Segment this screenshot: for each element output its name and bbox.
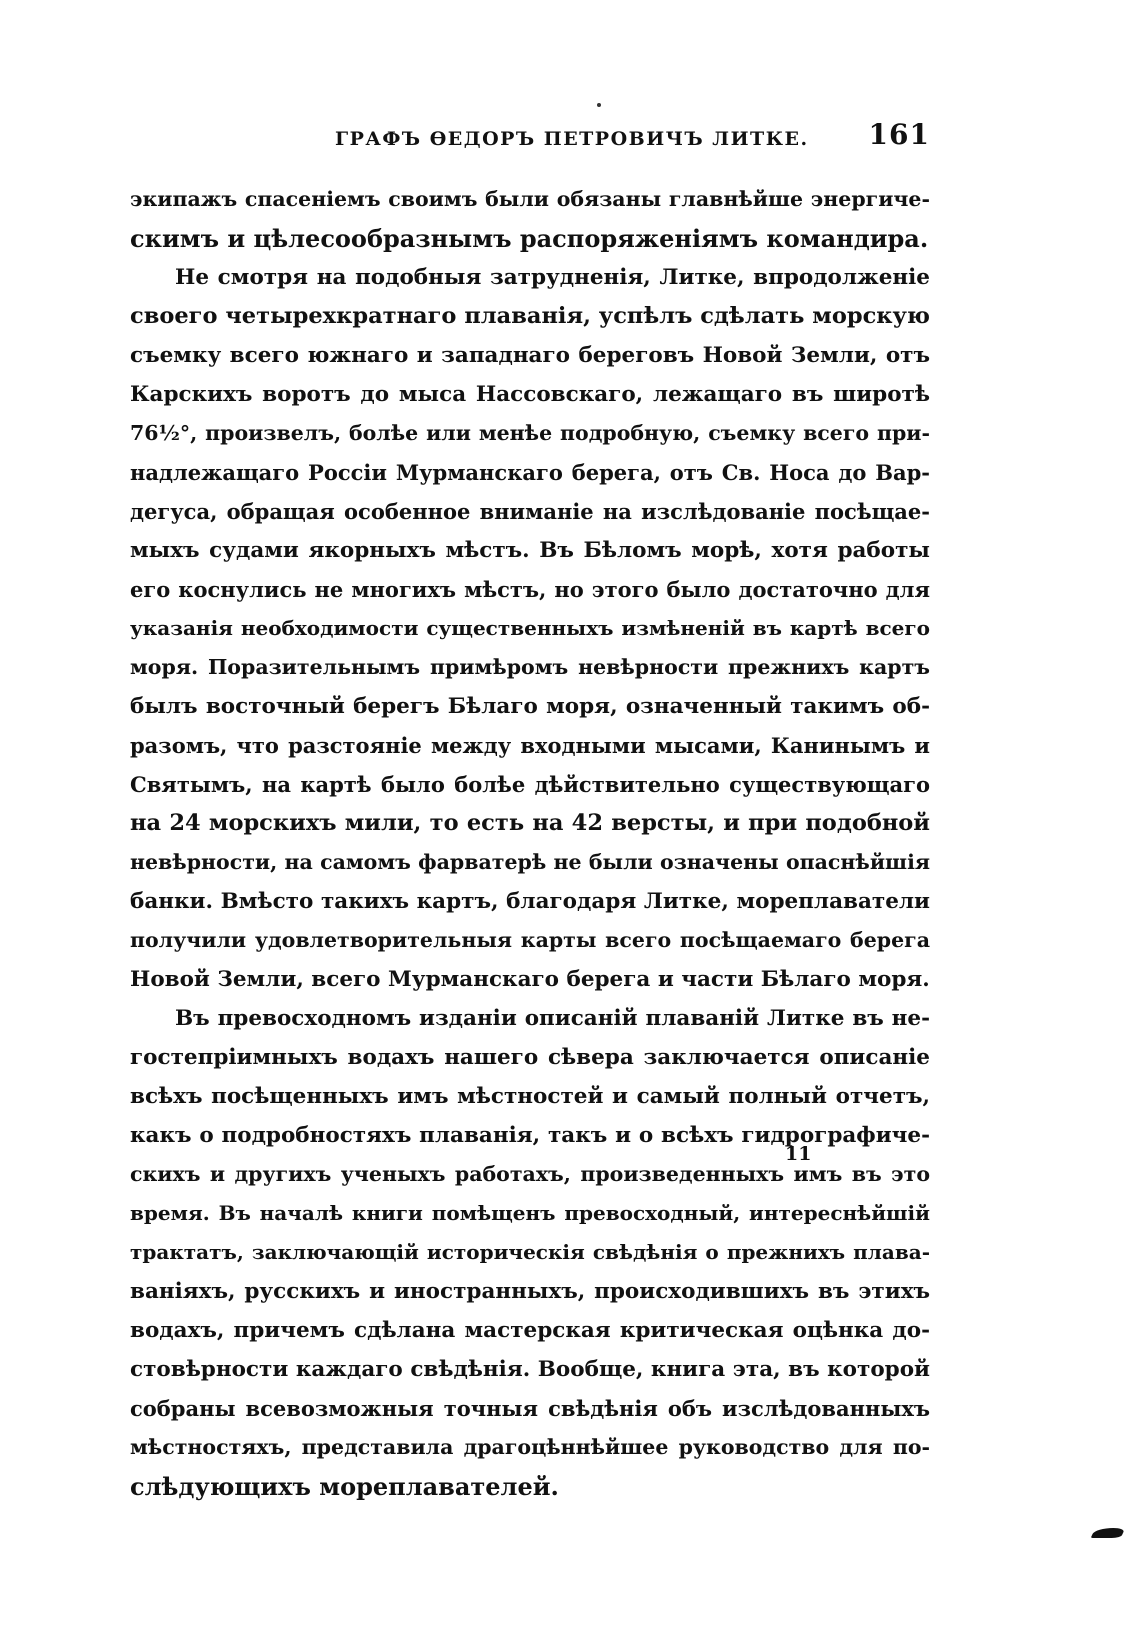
text-line: мыхъ судами якорныхъ мѣстъ. Въ Бѣломъ морѣ, хотя работы: [130, 538, 930, 563]
page-number: 161: [868, 118, 930, 151]
text-line: экипажъ спасеніемъ своимъ были обязаны главнѣйше энергиче-: [130, 187, 930, 211]
text-line: банки. Вмѣсто такихъ картъ, благодаря Литке, мореплаватели: [130, 889, 930, 914]
text-line: 76½°, произвелъ, болѣе или менѣе подробную, съемку всего при-: [130, 421, 930, 445]
text-line: всѣхъ посѣщенныхъ имъ мѣстностей и самый полный отчетъ,: [130, 1084, 930, 1109]
text-line: какъ о подробностяхъ плаванія, такъ и о всѣхъ гидрографиче-: [130, 1123, 930, 1148]
text-line: водахъ, причемъ сдѣлана мастерская критическая оцѣнка до-: [130, 1318, 930, 1343]
text-line: его коснулись не многихъ мѣстъ, но этого было достаточно для: [130, 577, 930, 602]
text-line: надлежащаго Россіи Мурманскаго берега, отъ Св. Носа до Вар-: [130, 460, 930, 485]
text-line: былъ восточный берегъ Бѣлаго моря, означенный такимъ об-: [130, 694, 930, 719]
text-line: моря. Поразительнымъ примѣромъ невѣрности прежнихъ картъ: [130, 655, 930, 679]
text-line: Карскихъ воротъ до мыса Нассовскаго, лежащаго въ широтѣ: [130, 382, 930, 407]
text-line: скимъ и цѣлесообразнымъ распоряженіямъ командира.: [130, 224, 929, 253]
text-line: стовѣрности каждаго свѣдѣнія. Вообще, книга эта, въ которой: [130, 1357, 930, 1382]
ink-speck: [597, 103, 601, 107]
running-title: ГРАФЪ ѲЕДОРЪ ПЕТРОВИЧЪ ЛИТКЕ.: [335, 128, 809, 150]
body-text: [130, 180, 930, 1506]
text-line: Не смотря на подобныя затрудненія, Литке, впродолженіе: [175, 265, 930, 290]
ink-blot: [1091, 1528, 1126, 1538]
text-line: на 24 морскихъ мили, то есть на 42 версты, и при подобной: [130, 810, 930, 836]
text-line: указанія необходимости существенныхъ измѣненій въ картѣ всего: [130, 616, 930, 640]
text-line: скихъ и другихъ ученыхъ работахъ, произведенныхъ имъ въ это: [130, 1162, 930, 1186]
text-line: разомъ, что разстояніе между входными мысами, Канинымъ и: [130, 733, 930, 758]
running-head: [130, 118, 930, 158]
text-line: слѣдующихъ мореплавателей.: [130, 1472, 559, 1501]
text-line: Святымъ, на картѣ было болѣе дѣйствительно существующаго: [130, 772, 930, 797]
text-line: мѣстностяхъ, представила драгоцѣннѣйшее руководство для по-: [130, 1435, 930, 1459]
text-line: получили удовлетворительныя карты всего посѣщаемаго берега: [130, 928, 930, 952]
text-line: трактатъ, заключающій историческія свѣдѣнія о прежнихъ плава-: [130, 1240, 930, 1264]
text-line: Въ превосходномъ изданіи описаній плаваній Литке въ не-: [175, 1006, 930, 1031]
text-line: ваніяхъ, русскихъ и иностранныхъ, происходившихъ въ этихъ: [130, 1279, 930, 1304]
text-line: съемку всего южнаго и западнаго береговъ Новой Земли, отъ: [130, 343, 930, 368]
text-line: дегуса, обращая особенное вниманіе на изслѣдованіе посѣщае-: [130, 499, 930, 524]
text-line: невѣрности, на самомъ фарватерѣ не были означены опаснѣйшія: [130, 850, 930, 874]
text-line: время. Въ началѣ книги помѣщенъ превосходный, интереснѣйшій: [130, 1201, 930, 1225]
text-line: Новой Земли, всего Мурманскаго берега и части Бѣлаго моря.: [130, 967, 930, 992]
text-line: своего четырехкратнаго плаванія, успѣлъ сдѣлать морскую: [130, 303, 930, 329]
text-line: гостепріимныхъ водахъ нашего сѣвера заключается описаніе: [130, 1045, 930, 1070]
text-line: собраны всевозможныя точныя свѣдѣнія объ изслѣдованныхъ: [130, 1396, 930, 1421]
signature-mark: 11: [785, 1143, 812, 1165]
